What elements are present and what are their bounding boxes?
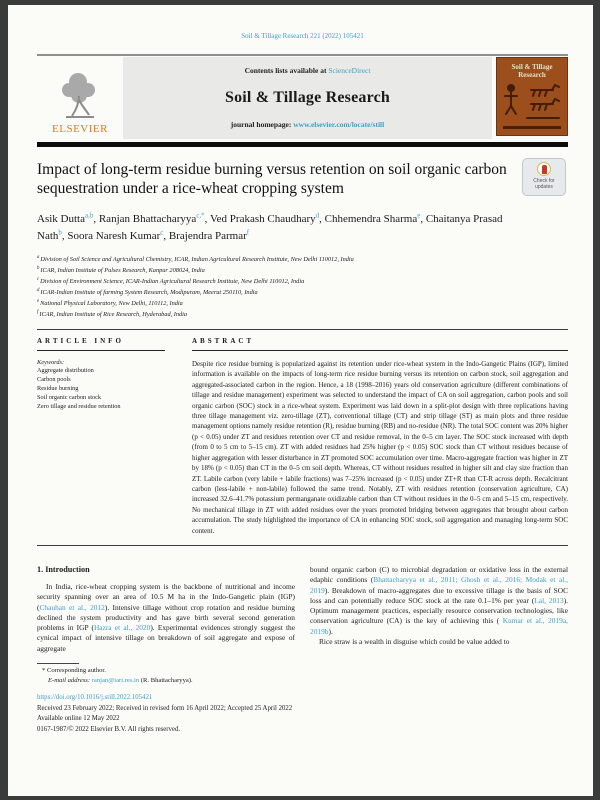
- email-suffix: (R. Bhattacharyya).: [139, 677, 193, 685]
- keyword: Carbon pools: [37, 376, 71, 384]
- author-list: [37, 208, 517, 243]
- journal-cover-box: [492, 57, 568, 139]
- journal-banner: [123, 57, 492, 139]
- intro-paragraph-3: Rice straw is a wealth in disguise which could be value added to: [319, 637, 510, 647]
- cover-footer-strip: [503, 126, 561, 129]
- affiliation: $^c$Division of Environment Science, ICAR-Indian Agricultural Research Institute, New Delhi 110012, India: [37, 277, 305, 286]
- received-dates: Received 23 February 2022; Received in revised form 16 April 2022; Accepted 25 April 2022: [37, 704, 293, 712]
- check-updates-label: Check for updates: [533, 178, 555, 190]
- footnote-block: [37, 663, 295, 686]
- homepage-link[interactable]: www.elsevier.com/locate/still: [293, 120, 385, 129]
- elsevier-wordmark: ELSEVIER: [52, 123, 108, 135]
- keyword: Residue burning: [37, 385, 79, 393]
- article-info-rule: [37, 350, 165, 351]
- article-info-heading: ARTICLE INFO: [37, 336, 124, 345]
- doi-link[interactable]: https://doi.org/10.1016/j.still.2022.105421: [37, 694, 153, 702]
- affiliation: $^e$National Physical Laboratory, New Delhi, 110112, India: [37, 298, 183, 307]
- email-label: E-mail address:: [48, 677, 91, 685]
- author: Ranjan Bhattacharyya$^{c,*}$,: [98, 211, 210, 225]
- abstract-column: [192, 337, 568, 536]
- masthead-bottom-rule: [37, 142, 568, 147]
- affiliation: $^d$ICAR-Indian Institute of farming System Research, Modipuram, Meerut 250110, India: [37, 287, 258, 297]
- citation-link[interactable]: Lal, 2013: [534, 595, 564, 605]
- sciencedirect-link[interactable]: ScienceDirect: [328, 66, 371, 75]
- affiliation-list: [37, 254, 568, 319]
- affiliation: $^a$Division of Soil Science and Agricultural Chemistry, ICAR, Indian Agricultural Research Institute, New Delhi 110012, India: [37, 255, 354, 264]
- check-for-updates-badge[interactable]: [522, 158, 566, 196]
- body-columns: [37, 546, 568, 735]
- paragraph-text: ). Optimum management practices, especially resource conservation technologies, like conservation agriculture (CA) is the key of achieving this (: [310, 595, 568, 626]
- homepage-label: journal homepage:: [230, 120, 294, 129]
- citation-link[interactable]: Chauhan et al., 2012: [39, 602, 105, 612]
- cover-title: Soil & Tillage Research: [511, 63, 553, 79]
- author: Brajendra Parmar$^f$: [168, 228, 250, 243]
- affiliation: $^f$ICAR, Indian Institute of Rice Research, Hyderabad, India: [37, 309, 188, 318]
- keyword: Zero tillage and residue retention: [37, 403, 121, 411]
- email-link[interactable]: ranjan@iari.res.in: [91, 677, 140, 685]
- affiliation: $^b$ICAR, Indian Institute of Pulses Research, Kanpur 208024, India: [37, 266, 205, 275]
- citation-link[interactable]: Kumar et al., 2019a, 2019b: [310, 616, 569, 636]
- intro-paragraph-2: [310, 565, 568, 637]
- elsevier-logo: [37, 57, 123, 139]
- citation-link[interactable]: Hazra et al., 2020: [93, 623, 151, 633]
- abstract-rule: [192, 350, 568, 351]
- abstract-text: Despite rice residue burning is popularized against its retention under rice-wheat system in the Indo-Gangetic Plains (IGP), limited information is available on the impacts of long-term rice residue burning versus its retention on carbon stock, soil aggregation and aggregated-associated carbon in the region. Hence, a 18 (1998–2016) years old conservation agriculture (different combinations of tillage and residue management) experiment was selected to understand the impact of CA on soil aggregation, carbon pools and soil organic carbon (SOC) stock in a rice-wheat system. Experiment was laid down in a split-plot design with three replications having three tillage management viz. zero-tillage (ZT), conventional tillage (CT) and strip tillage (ST) as main plots and three residue management options namely residue retention (R), residue burning (RB) and no-residue (NR). The total SOC content was 20% higher (p < 0.05) under ZT and residues retention over CT and residue removal, in the 0–5 cm layer. The SOC stock increased with depth (from 0 to 5 cm to 5–15 cm). ZT with added residues had 25% higher (p < 0.05) SOC stock than CT without residues because of higher aggregation with lesser disturbance in ZT promoted SOC accumulation over time. Macro-aggregate fraction was higher in ZT by 18% (p < 0.05) than CT in the 0–5 cm soil depth. Whereas, CT without residues resulted in higher silt and clay size fraction than ZT. Labile carbon (very labile + labile fractions) was 7–25% increased (p < 0.05) under ZT+R than CT-R across depth. Recalcitrant carbon (less-labile + non-labile) followed the same trend. Notably, ZT with residues retention (conservation agriculture, CA) increased 32.6–41.7% potassium permanganate oxidizable carbon than CT without residues in the 0–5 cm and 5–15 cm, respectively. No mechanical tillage in ZT with added residues over the years promoted bridging between aggregates that brought about carbon accumulation. The study highlighted the importance of CA in enhancing SOC stock, soil aggregation and managing long-term SOC content.: [192, 360, 568, 535]
- author: Asik Dutta$^{a,b}$,: [37, 211, 99, 225]
- journal-cover-thumbnail: [496, 57, 568, 136]
- keyword: Soil organic carbon stock: [37, 394, 102, 402]
- info-block-top-rule: [37, 329, 568, 330]
- available-online: Available online 12 May 2022: [37, 715, 120, 723]
- article-info-column: [37, 337, 165, 536]
- author: Soora Naresh Kumar$^c$,: [67, 228, 169, 243]
- masthead-top-rule: [37, 54, 568, 56]
- corresponding-author-note: * Corresponding author.: [42, 667, 106, 675]
- section-heading-introduction: 1. Introduction: [37, 564, 90, 574]
- article-page: [8, 5, 593, 796]
- masthead: [37, 57, 568, 139]
- article-title: Impact of long-term residue burning versus retention on soil organic carbon sequestration under a rice-wheat cropping system: [37, 161, 507, 197]
- body-column-left: [37, 546, 295, 735]
- keywords-label: Keywords:: [37, 359, 65, 367]
- publication-info: [37, 693, 295, 735]
- paragraph-text: ). Experimental evidences strongly suggest the cynical impact of intensive tillage on breakdown of soil aggregate and expose of aggregate: [37, 623, 295, 653]
- keyword: Aggregate distribution: [37, 367, 94, 375]
- paragraph-text: ). Breakdown of macro-aggregates due to excessive tillage is the basis of SOC loss and can potentially reduce SOC stock at the rate 0.1–1% per year (: [310, 585, 568, 605]
- abstract-heading: ABSTRACT: [192, 336, 255, 345]
- body-column-right: [310, 546, 568, 735]
- paragraph-text: ). Intensive tillage without crop rotation and residue burning declined the system productivity and has gave birth several second generation problems in IGP (: [37, 602, 296, 633]
- contents-label: Contents lists available at: [244, 66, 329, 75]
- contents-line: [245, 66, 371, 75]
- author: Chaitanya Prasad Nath$^b$,: [37, 212, 503, 243]
- intro-paragraph-1: [37, 582, 295, 654]
- homepage-line: [231, 120, 384, 129]
- citation-link[interactable]: Bhattacharyya et al., 2011; Ghosh et al., 2016; Modak et al., 2019: [310, 575, 568, 595]
- paragraph-text: ).: [328, 626, 333, 636]
- email-line: [37, 676, 295, 686]
- crossmark-icon: [537, 162, 551, 176]
- journal-title: Soil & Tillage Research: [224, 88, 391, 106]
- issn-copyright: 0167-1987/© 2022 Elsevier B.V. All rights reserved.: [37, 725, 181, 733]
- journal-citation-header: Soil & Tillage Research 221 (2022) 105421: [241, 32, 364, 40]
- paragraph-text: bound organic carbon (C) to microbial degradation or oxidative loss in the external edaphic conditions (: [310, 564, 568, 585]
- author: Ved Prakash Chaudhary$^d$,: [209, 211, 325, 225]
- footnote-rule: [37, 663, 79, 664]
- author: Chhemendra Sharma$^e$,: [324, 211, 426, 225]
- paragraph-text: In India, rice-wheat cropping system is the backbone of nutritional and income security spanning over an area of 10.5 M ha in the Indo-Gangetic plain (IGP) (: [37, 581, 295, 612]
- elsevier-tree-icon: [58, 70, 102, 122]
